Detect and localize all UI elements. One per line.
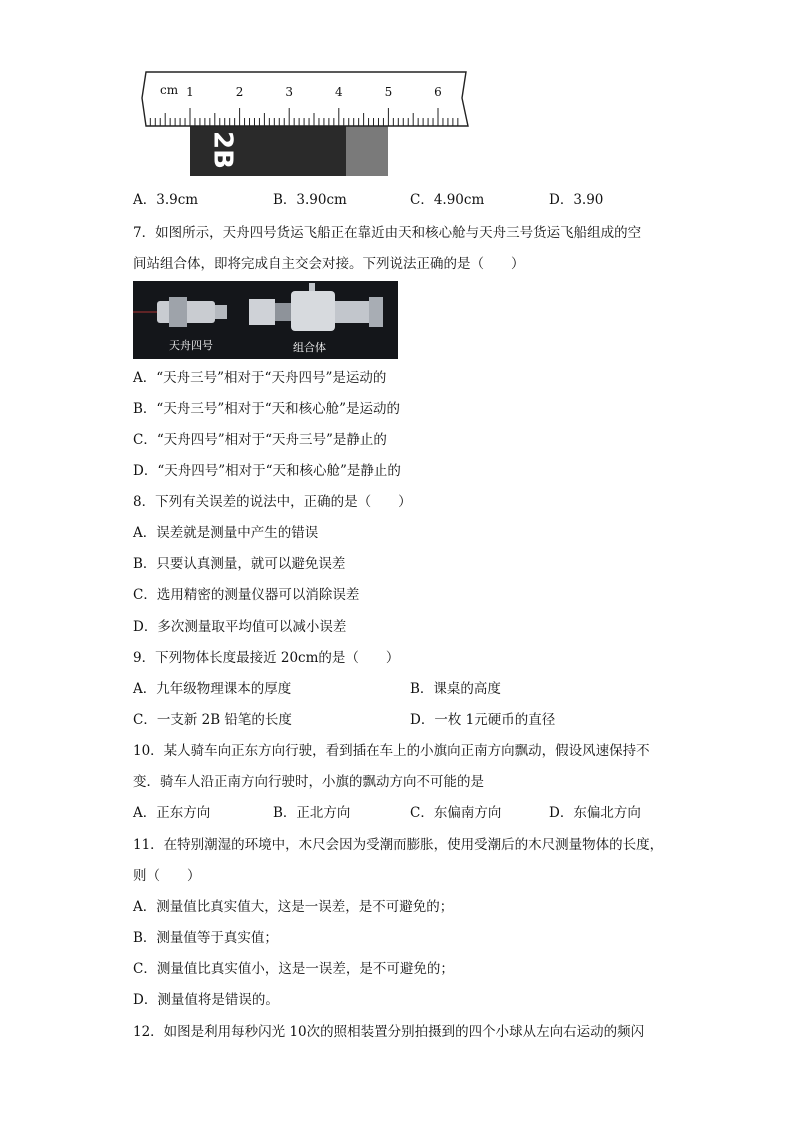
q10-stem-line1: 10．某人骑车向正东方向行驶，看到插在车上的小旗向正南方向飘动，假设风速保持不 xyxy=(133,743,650,759)
q9-option-c[interactable]: C．一支新 2B 铅笔的长度 xyxy=(133,712,292,728)
q11-stem-line2: 则（ ） xyxy=(133,868,201,884)
ruler-svg xyxy=(140,68,470,180)
pencil-2b-label: 2B xyxy=(207,131,238,169)
pencil-end xyxy=(346,124,388,176)
space-station-figure xyxy=(133,281,398,359)
q8-option-a[interactable]: A．误差就是测量中产生的错误 xyxy=(133,525,319,541)
q11-option-a[interactable]: A．测量值比真实值大，这是一误差，是不可避免的； xyxy=(133,899,454,915)
q7-stem-line1: 7．如图所示，天舟四号货运飞船正在靠近由天和核心舱与天舟三号货运飞船组成的空 xyxy=(133,225,642,241)
label-tianzhou-4: 天舟四号 xyxy=(169,339,213,352)
q12-stem-line1: 12．如图是利用每秒闪光 10次的照相装置分别拍摄到的四个小球从左向右运动的频闪 xyxy=(133,1024,645,1040)
ruler-pencil-figure xyxy=(140,68,470,180)
q9-option-d[interactable]: D．一枚 1元硬币的直径 xyxy=(410,712,556,728)
q6-option-c[interactable]: C．4.90cm xyxy=(410,192,485,208)
q6-option-b[interactable]: B．3.90cm xyxy=(273,192,347,208)
q9-option-a[interactable]: A．九年级物理课本的厚度 xyxy=(133,681,292,697)
ruler-number: 3 xyxy=(285,85,294,99)
q9-stem: 9．下列物体长度最接近 20cm的是（ ） xyxy=(133,650,400,666)
q10-option-b[interactable]: B．正北方向 xyxy=(273,805,351,821)
ruler-number: 5 xyxy=(384,85,393,99)
q7-option-a[interactable]: A．“天舟三号”相对于“天舟四号”是运动的 xyxy=(133,370,387,386)
q10-option-c[interactable]: C．东偏南方向 xyxy=(410,805,502,821)
ruler-unit-label: cm xyxy=(160,83,179,97)
q11-stem-line1: 11．在特别潮湿的环境中，木尺会因为受潮而膨胀，使用受潮后的木尺测量物体的长度， xyxy=(133,837,664,853)
ruler-number: 4 xyxy=(334,85,343,99)
q8-option-d[interactable]: D．多次测量取平均值可以减小误差 xyxy=(133,619,347,635)
q8-stem: 8．下列有关误差的说法中，正确的是（ ） xyxy=(133,494,412,510)
q7-option-c[interactable]: C．“天舟四号”相对于“天舟三号”是静止的 xyxy=(133,432,387,448)
space-station-svg xyxy=(133,281,398,359)
q9-option-b[interactable]: B．课桌的高度 xyxy=(410,681,501,697)
q8-option-b[interactable]: B．只要认真测量，就可以避免误差 xyxy=(133,556,346,572)
q7-stem-line2: 间站组合体，即将完成自主交会对接。下列说法正确的是（ ） xyxy=(133,256,525,272)
q6-option-a[interactable]: A．3.9cm xyxy=(133,192,199,208)
ruler-number: 6 xyxy=(434,85,442,99)
q11-option-c[interactable]: C．测量值比真实值小，这是一误差，是不可避免的； xyxy=(133,961,454,977)
q7-option-b[interactable]: B．“天舟三号”相对于“天和核心舱”是运动的 xyxy=(133,401,401,417)
q8-option-c[interactable]: C．选用精密的测量仪器可以消除误差 xyxy=(133,587,360,603)
q11-option-b[interactable]: B．测量值等于真实值； xyxy=(133,930,278,946)
ruler-number: 2 xyxy=(235,85,244,99)
label-assembly: 组合体 xyxy=(293,341,326,354)
q10-stem-line2: 变．骑车人沿正南方向行驶时，小旗的飘动方向不可能的是 xyxy=(133,774,484,790)
q10-option-a[interactable]: A．正东方向 xyxy=(133,805,211,821)
q11-option-d[interactable]: D．测量值将是错误的。 xyxy=(133,992,279,1008)
q7-option-d[interactable]: D．“天舟四号”相对于“天和核心舱”是静止的 xyxy=(133,463,401,479)
q10-option-d[interactable]: D．东偏北方向 xyxy=(549,805,641,821)
q6-option-d[interactable]: D．3.90 xyxy=(549,192,604,208)
ruler-body xyxy=(142,72,468,126)
ruler-number: 1 xyxy=(186,85,194,99)
